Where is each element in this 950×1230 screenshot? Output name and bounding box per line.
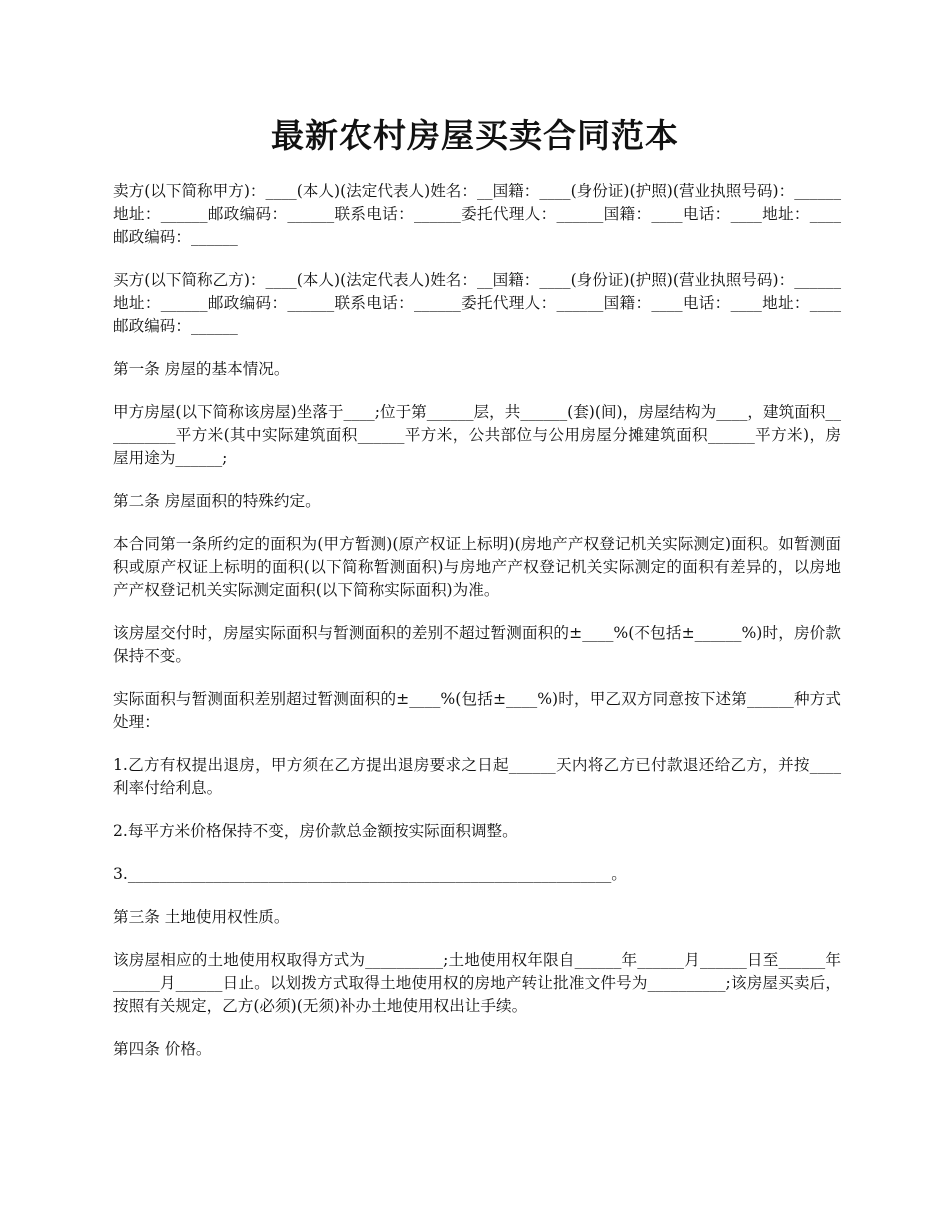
article-1-heading: 第一条 房屋的基本情况。: [113, 360, 290, 378]
article-2-body-1: 本合同第一条所约定的面积为(甲方暂测)(原产权证上标明)(房地产产权登记机关实际测定)面积。如暂测面积或原产权证上标明的面积(以下简称暂测面积)与房地产产权登记机关实际测定的面积有差异的，以房地产产权登记机关实际测定面积(以下简称实际面积)为准。: [113, 535, 841, 599]
option-3-paragraph: 3.______________________________________________________________。: [113, 865, 627, 883]
article-1-body: 甲方房屋(以下简称该房屋)坐落于____;位于第______层，共______(套)(间)，房屋结构为____，建筑面积__________平方米(其中实际建筑面积______平方米，公共部位与公用房屋分摊建筑面积______平方米)，房屋用途为______;: [113, 403, 841, 467]
document-title: 最新农村房屋买卖合同范本: [271, 116, 679, 155]
article-3-body: 该房屋相应的土地使用权取得方式为__________;土地使用权年限自______年______月______日至______年______月______日止。以划拨方式取得土地使用权的房地产转让批准文件号为__________;该房屋买卖后，按照有关规定，乙方(必须)(无须)补办土地使用权出让手续。: [113, 951, 841, 1015]
article-2-heading: 第二条 房屋面积的特殊约定。: [113, 492, 321, 510]
option-1-paragraph: 1.乙方有权提出退房，甲方须在乙方提出退房要求之日起______天内将乙方已付款退还给乙方，并按____利率付给利息。: [113, 756, 841, 797]
option-2-paragraph: 2.每平方米价格保持不变，房价款总金额按实际面积调整。: [113, 822, 518, 840]
article-3-heading: 第三条 土地使用权性质。: [113, 908, 290, 926]
document-body: [113, 180, 841, 1081]
buyer-info-paragraph: 买方(以下简称乙方)：____(本人)(法定代表人)姓名：__国籍：____(身份证)(护照)(营业执照号码)：______地址：______邮政编码：______联系电话：______委托代理人：______国籍：____电话：____地址：____邮政编码：______: [113, 271, 841, 335]
article-2-body-2: 该房屋交付时，房屋实际面积与暂测面积的差别不超过暂测面积的±____%(不包括±______%)时，房价款保持不变。: [113, 624, 841, 665]
article-2-body-3: 实际面积与暂测面积差别超过暂测面积的±____%(包括±____%)时，甲乙双方同意按下述第______种方式处理：: [113, 690, 841, 731]
article-4-heading: 第四条 价格。: [113, 1040, 212, 1058]
seller-info-paragraph: 卖方(以下简称甲方)：____(本人)(法定代表人)姓名：__国籍：____(身份证)(护照)(营业执照号码)：______地址：______邮政编码：______联系电话：______委托代理人：______国籍：____电话：____地址：____邮政编码：______: [113, 182, 841, 246]
